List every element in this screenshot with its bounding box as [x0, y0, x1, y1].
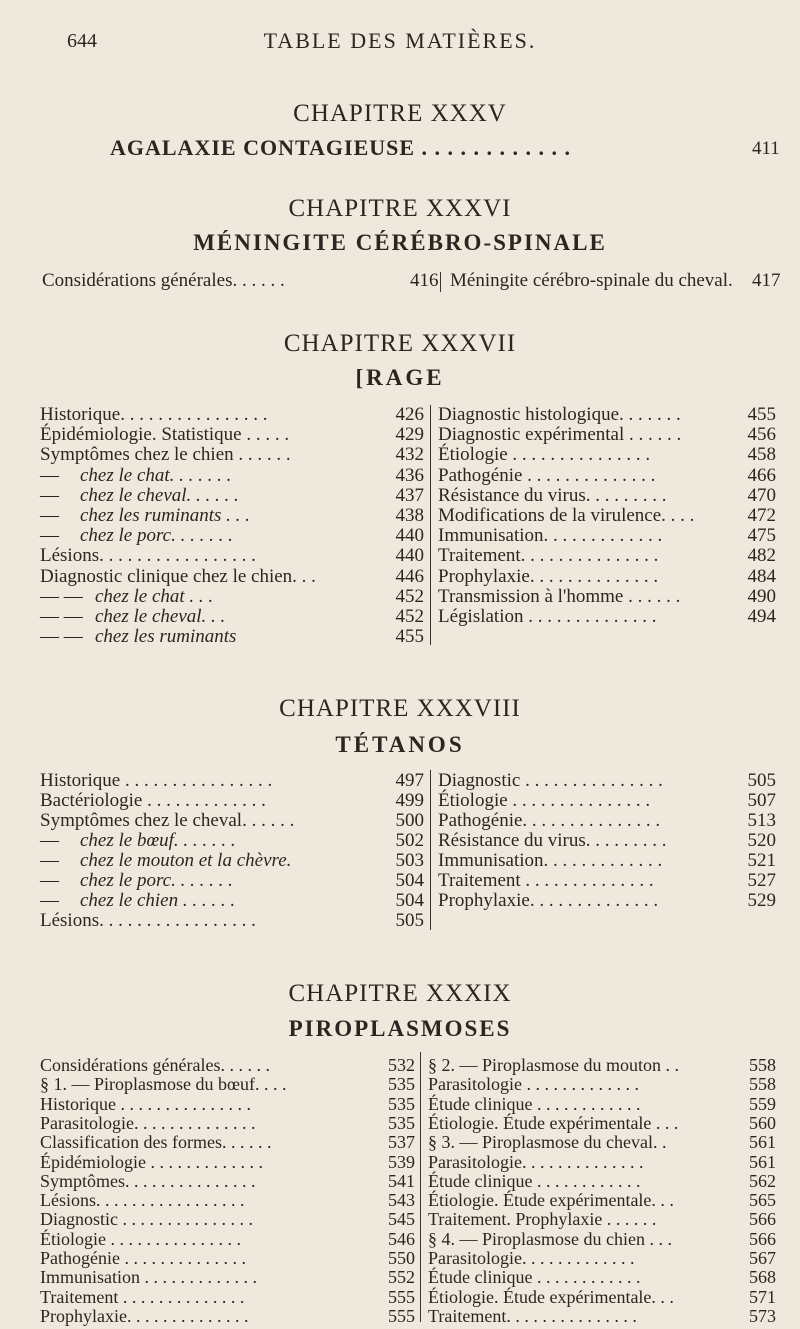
toc-entry-page: 571: [749, 1286, 776, 1307]
ditto-dash: —: [40, 505, 59, 526]
page-number: 644: [67, 30, 97, 52]
toc-entry-label: Étude clinique . . . . . . . . . . . .: [428, 1093, 641, 1114]
toc-entry-label: Classification des formes. . . . . .: [40, 1132, 272, 1153]
toc-entry-page: 426: [395, 404, 424, 425]
toc-entry-label: Étude clinique . . . . . . . . . . . .: [428, 1170, 641, 1191]
toc-entry-page: 436: [395, 464, 424, 486]
toc-entry-label: § 1. — Piroplasmose du bœuf. . . .: [40, 1074, 287, 1095]
toc-entry-page: 555: [388, 1305, 415, 1326]
toc-entry-page: 558: [749, 1074, 776, 1095]
ditto-dash: —: [40, 484, 59, 506]
toc-entry-page: 470: [747, 484, 776, 506]
toc-entry-page: 560: [749, 1112, 776, 1133]
chapter-heading-37: CHAPITRE XXXVII: [283, 330, 517, 357]
toc-entry-label: Traitement. Prophylaxie . . . . . .: [428, 1209, 657, 1230]
toc-entry-label: Résistance du virus. . . . . . . . .: [438, 830, 667, 851]
toc-entry-page: 573: [749, 1305, 776, 1326]
toc-entry-label: Étiologie . . . . . . . . . . . . . . .: [438, 790, 651, 811]
chapter-subject-38: TÉTANOS: [335, 732, 465, 757]
toc-entry-page: 535: [388, 1112, 415, 1133]
toc-entry-page: 452: [395, 606, 424, 627]
toc-entry-page: 561: [749, 1151, 776, 1172]
toc-entry-label: Parasitologie . . . . . . . . . . . . .: [428, 1074, 639, 1095]
chapter-heading-35: CHAPITRE XXXV: [293, 100, 507, 127]
toc-entry-page: 568: [749, 1267, 776, 1288]
toc-entry-label: Diagnostic . . . . . . . . . . . . . . .: [438, 770, 663, 791]
toc-entry-page: 504: [395, 870, 424, 891]
toc-entry-label: Historique . . . . . . . . . . . . . . .: [40, 1093, 251, 1114]
chapter-subject-36: MÉNINGITE CÉRÉBRO-SPINALE: [193, 230, 607, 255]
toc-entry-label: Symptômes chez le chien . . . . . .: [40, 444, 291, 466]
toc-entry-page: 472: [747, 505, 776, 526]
chapter-subject-37: [RAGE: [355, 365, 445, 390]
chapter-heading-36: CHAPITRE XXXVI: [288, 195, 512, 222]
toc-entry-label: Considérations générales. . . . . .: [42, 270, 285, 291]
toc-entry-page: 503: [395, 850, 424, 871]
toc-entry-label: chez le chien . . . . . .: [80, 890, 236, 911]
toc-entry-label: chez le bœuf. . . . . . .: [80, 830, 236, 851]
ditto-dash: —: [40, 464, 59, 486]
ditto-dash: —: [40, 870, 59, 891]
toc-entry-label: chez le cheval. . . . . .: [80, 484, 239, 506]
toc-entry-page: 432: [395, 444, 424, 466]
toc-entry-label: Étiologie . . . . . . . . . . . . . . .: [40, 1228, 241, 1249]
toc-entry-label: Étude clinique . . . . . . . . . . . .: [428, 1267, 641, 1288]
toc-entry-page: 452: [395, 585, 424, 607]
toc-entry-label: Méningite cérébro-spinale du cheval.: [450, 270, 733, 291]
toc-entry-label: Législation . . . . . . . . . . . . . .: [438, 606, 657, 627]
toc-entry-label: Étiologie . . . . . . . . . . . . . . .: [438, 444, 651, 466]
toc-entry-label: Traitement. . . . . . . . . . . . . . .: [438, 545, 659, 567]
toc-entry-label: Pathogénie . . . . . . . . . . . . . .: [438, 464, 656, 486]
toc-entry-page: 559: [749, 1093, 776, 1114]
toc-entry-page: 466: [747, 464, 776, 486]
toc-entry-label: Prophylaxie. . . . . . . . . . . . . .: [438, 890, 659, 911]
toc-entry-label: Épidémiologie. Statistique . . . . .: [40, 424, 290, 446]
toc-entry-label: Transmission à l'homme . . . . . .: [438, 585, 681, 607]
toc-entry-label: Parasitologie. . . . . . . . . . . . .: [428, 1248, 635, 1268]
toc-entry-label: Pathogénie . . . . . . . . . . . . . .: [40, 1248, 246, 1268]
toc-entry-label: Considérations générales. . . . . .: [40, 1055, 270, 1075]
ditto-dash: —: [40, 830, 59, 851]
toc-entry-label: chez le chat . . .: [95, 585, 214, 607]
toc-entry: [438, 604, 776, 630]
toc-entry-page: 507: [747, 790, 776, 811]
toc-entry-label: Symptômes chez le cheval. . . . . .: [40, 810, 295, 831]
toc-entry-label: chez le mouton et la chèvre.: [80, 850, 292, 871]
toc-entry-page: 446: [395, 565, 424, 587]
toc-entry: [450, 268, 733, 294]
toc-entry-label: chez les ruminants . . .: [80, 505, 250, 526]
toc-entry-label: Immunisation. . . . . . . . . . . . .: [438, 850, 663, 871]
toc-entry-page: 484: [747, 565, 776, 587]
toc-entry-page: 541: [388, 1170, 415, 1191]
ditto-dash: — —: [40, 626, 83, 648]
toc-entry-page: 543: [388, 1190, 415, 1211]
toc-entry-page: 475: [747, 525, 776, 547]
toc-entry-page: 545: [388, 1209, 415, 1230]
toc-entry: [40, 624, 424, 650]
toc-entry-page: 490: [747, 585, 776, 607]
toc-entry-page: 546: [388, 1228, 415, 1249]
toc-entry-label: Traitement . . . . . . . . . . . . . .: [40, 1286, 245, 1307]
toc-entry-label: Traitement. . . . . . . . . . . . . . .: [428, 1305, 637, 1326]
ditto-dash: —: [40, 850, 59, 871]
toc-entry-label: chez le porc. . . . . . .: [80, 525, 233, 547]
toc-entry-label: Parasitologie. . . . . . . . . . . . . .: [40, 1112, 256, 1133]
toc-entry-page: 455: [395, 626, 424, 648]
toc-entry-label: Historique . . . . . . . . . . . . . . . .: [40, 770, 273, 791]
toc-entry-label: Lésions. . . . . . . . . . . . . . . . .: [40, 545, 256, 567]
toc-entry-label: Diagnostic clinique chez le chien. . .: [40, 565, 316, 587]
column-divider: [430, 770, 431, 930]
toc-entry-page: 440: [395, 525, 424, 547]
toc-entry-label: Immunisation . . . . . . . . . . . . .: [40, 1267, 257, 1288]
toc-entry-page: 535: [388, 1074, 415, 1095]
toc-entry-label: Diagnostic histologique. . . . . . .: [438, 404, 681, 425]
chapter-heading-39: CHAPITRE XXXIX: [288, 980, 512, 1007]
toc-entry-label: chez le cheval. . .: [95, 606, 226, 627]
toc-entry-label: Symptômes. . . . . . . . . . . . . . .: [40, 1170, 256, 1191]
column-divider: [430, 405, 431, 645]
toc-entry-page: 455: [747, 404, 776, 425]
toc-entry-page: 437: [395, 484, 424, 506]
toc-entry-page: 566: [749, 1209, 776, 1230]
toc-entry: [42, 268, 285, 294]
toc-entry-label: § 4. — Piroplasmose du chien . . .: [428, 1228, 672, 1249]
toc-entry-label: Étiologie. Étude expérimentale . . .: [428, 1112, 679, 1133]
toc-entry-label: Épidémiologie . . . . . . . . . . . . .: [40, 1151, 263, 1172]
toc-entry-page: 539: [388, 1151, 415, 1172]
toc-entry-label: Historique. . . . . . . . . . . . . . . .: [40, 404, 268, 425]
running-title: TABLE DES MATIÈRES.: [263, 28, 537, 53]
toc-entry-page: 558: [749, 1055, 776, 1075]
toc-entry-page: 532: [388, 1055, 415, 1075]
toc-entry-page: 458: [747, 444, 776, 466]
toc-entry-label: chez le chat. . . . . . .: [80, 464, 232, 486]
toc-entry-label: Pathogénie. . . . . . . . . . . . . . .: [438, 810, 661, 831]
toc-entry: [40, 1303, 415, 1329]
toc-entry-label: Prophylaxie. . . . . . . . . . . . . .: [40, 1305, 249, 1326]
toc-entry-page: 505: [747, 770, 776, 791]
toc-entry-page: 429: [395, 424, 424, 446]
toc-entry-page: 513: [747, 810, 776, 831]
toc-entry-label: Bactériologie . . . . . . . . . . . . .: [40, 790, 266, 811]
toc-entry-label: Prophylaxie. . . . . . . . . . . . . .: [438, 565, 659, 587]
toc-entry: [438, 888, 776, 914]
toc-entry-page: 562: [749, 1170, 776, 1191]
toc-entry-page: 561: [749, 1132, 776, 1153]
toc-entry-page: 417: [752, 270, 781, 291]
toc-entry-page: 555: [388, 1286, 415, 1307]
toc-entry-page: 497: [395, 770, 424, 791]
toc-entry-page: 456: [747, 424, 776, 446]
toc-entry-label: § 2. — Piroplasmose du mouton . .: [428, 1055, 679, 1075]
toc-entry-page: 438: [395, 505, 424, 526]
toc-entry-page: 416: [410, 270, 439, 291]
chapter-page-35: 411: [752, 138, 780, 159]
ditto-dash: —: [40, 525, 59, 547]
chapter-heading-38: CHAPITRE XXXVIII: [279, 695, 521, 722]
toc-entry-label: Parasitologie. . . . . . . . . . . . . .: [428, 1151, 644, 1172]
ditto-dash: — —: [40, 585, 83, 607]
toc-entry-page: 529: [747, 890, 776, 911]
toc-entry-page: 552: [388, 1267, 415, 1288]
toc-entry-label: Résistance du virus. . . . . . . . .: [438, 484, 667, 506]
toc-entry-label: Traitement . . . . . . . . . . . . . .: [438, 870, 654, 891]
toc-entry-label: Étiologie. Étude expérimentale. . .: [428, 1286, 674, 1307]
toc-entry-page: 504: [395, 890, 424, 911]
toc-entry-page: 494: [747, 606, 776, 627]
toc-entry-page: 535: [388, 1093, 415, 1114]
toc-entry-page: 521: [747, 850, 776, 871]
toc-entry-label: chez le porc. . . . . . .: [80, 870, 233, 891]
toc-entry-page: 505: [395, 910, 424, 931]
toc-entry: [428, 1303, 776, 1329]
toc-entry-label: Étiologie. Étude expérimentale. . .: [428, 1190, 674, 1211]
toc-entry-label: Lésions. . . . . . . . . . . . . . . . .: [40, 1190, 245, 1211]
toc-entry-page: 520: [747, 830, 776, 851]
toc-entry-label: Modifications de la virulence. . . .: [438, 505, 695, 526]
toc-entry-label: Diagnostic . . . . . . . . . . . . . . .: [40, 1209, 253, 1230]
toc-entry-page: 482: [747, 545, 776, 567]
toc-entry-label: Immunisation. . . . . . . . . . . . .: [438, 525, 663, 547]
toc-entry-page: 565: [749, 1190, 776, 1211]
toc-entry-page: 550: [388, 1248, 415, 1268]
toc-entry-page: 527: [747, 870, 776, 891]
toc-entry-page: 567: [749, 1248, 776, 1268]
column-divider: [440, 272, 441, 292]
ditto-dash: — —: [40, 606, 83, 627]
toc-entry-label: Lésions. . . . . . . . . . . . . . . . .: [40, 910, 256, 931]
toc-entry-page: 440: [395, 545, 424, 567]
toc-entry-page: 537: [388, 1132, 415, 1153]
toc-entry-label: § 3. — Piroplasmose du cheval. .: [428, 1132, 667, 1153]
column-divider: [420, 1052, 421, 1322]
toc-entry: [40, 908, 424, 934]
toc-entry-page: 500: [395, 810, 424, 831]
chapter-subject-39: PIROPLASMOSES: [288, 1016, 512, 1041]
toc-entry-label: Diagnostic expérimental . . . . . .: [438, 424, 682, 446]
ditto-dash: —: [40, 890, 59, 911]
chapter-subject-35: AGALAXIE CONTAGIEUSE . . . . . . . . . . . .: [110, 135, 572, 160]
toc-entry-label: chez les ruminants: [95, 626, 237, 648]
toc-entry-page: 499: [395, 790, 424, 811]
toc-entry-page: 566: [749, 1228, 776, 1249]
toc-entry-page: 502: [395, 830, 424, 851]
